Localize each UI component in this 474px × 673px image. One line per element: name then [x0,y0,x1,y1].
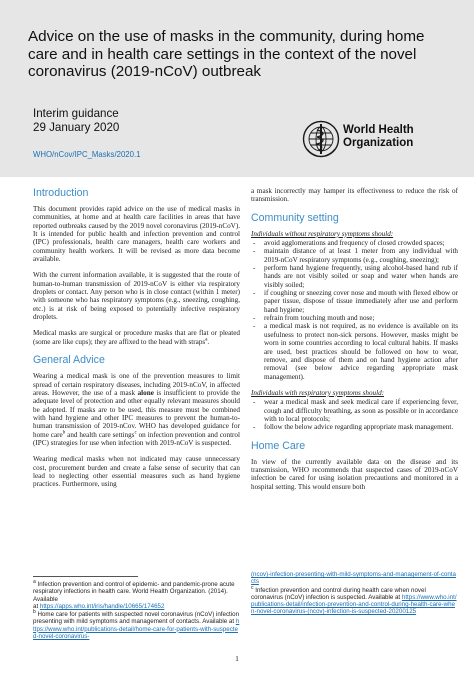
list-item: - perform hand hygiene frequently, using alcohol-based hand rub if hands are not visibly soiled or soap and water when hands are visibly soiled; [251,264,458,289]
general-advice-paragraph-1 [33,372,240,447]
document-title: Advice on the use of masks in the community, during home care and in health care settings in the context of the novel coronavirus (2019-nCoV) outbreak [28,28,425,80]
publication-date: 29 January 2020 [33,121,120,134]
home-care-heading: Home Care [251,439,306,452]
who-wordmark-line1: World Health [343,124,414,136]
footnote-ref-c: c [134,430,137,436]
footnote-ref-a: a [205,337,208,343]
who-wordmark [343,124,414,150]
title-banner [0,0,474,177]
introduction-paragraph-2: With the current information available, it is suggested that the route of human-to-human transmission of 2019-nCoV is either via respiratory droplets or contact. Any person who is in close contact (within 1 meter) with someone who has respiratory symptoms (e.g., sneezing, coughing, etc.) is at risk of being exposed to potentially infective respiratory droplets. [33,271,240,322]
guidance-label: Interim guidance [33,107,119,120]
community-setting-heading: Community setting [251,211,339,224]
document-reference: WHO/nCov/IPC_Masks/2020.1 [33,150,141,159]
footnote-divider [33,576,138,577]
general-advice-text-a: Wearing a medical mask is one of the prevention measures to limit spread of certain respiratory diseases, including 2019-nCoV, in affected areas. However, the use of a mask [33,372,240,397]
footnote-a-marker: a [33,578,36,585]
introduction-heading: Introduction [33,187,89,199]
introduction-paragraph-3-end: . [207,337,210,346]
general-advice-text-b: is insufficient to provide the adequate level of protection and other equally relevant measures should be adopted. If masks are to be used, this measure must be combined with hand hygiene and other IPC measures to prevent the human-to-human transmission of 2019-nCov. WHO has developed guidance for home care [33,388,240,439]
footnote-b-text: Home care for patients with suspected novel coronavirus (nCoV) infection presenting with mild symptoms and management of contacts. Available at [33,611,240,626]
footnote-b-continued [251,571,458,586]
list-item: - refrain from touching mouth and nose; [251,314,458,322]
footnote-ref-b: b [62,430,66,436]
general-advice-bold: alone [137,388,154,397]
list-item: - a medical mask is not required, as no evidence is available on its usefulness to protect non-sick persons. However, masks might be worn in some countries according to local cultural habits. If masks are used, best practices should be followed on how to wear, remove, and dispose of them and on hand hygiene action after removal (see below advice regarding appropriate mask management). [251,322,458,380]
no-symptoms-subheading: Individuals without respiratory symptoms should: [251,229,394,238]
home-care-paragraph: In view of the currently available data on the disease and its transmission, WHO recommends that suspected cases of 2019-nCoV infection be cared for using isolation precautions and monitored in a hospital setting. This would ensure both [251,457,458,491]
general-advice-text-d: on infection prevention and control (IPC) strategies for use when infection with 2019-nCoV is suspected. [33,430,240,447]
symptoms-list [251,398,458,431]
footnote-a-text: Infection prevention and control of epidemic- and pandemic-prone acute respiratory infections in health care. World Health Organization. (2014). Available [33,581,235,603]
introduction-paragraph-1: This document provides rapid advice on the use of medical masks in communities, at home and at health care facilities in areas that have reported outbreaks caused by the 2019 novel coronavirus (2019-nCoV). It is intended for public health and infection prevention and control (IPC) professionals, health care managers, health care workers and community health workers. It will be revised as more data become available. [33,205,240,264]
continued-paragraph: a mask incorrectly may hamper its effectiveness to reduce the risk of transmission. [251,187,458,204]
footnote-c-marker: c [251,584,254,591]
page-number: 1 [235,654,239,663]
footnote-a [33,578,240,610]
list-item: - maintain distance of at least 1 meter from any individual with 2019-nCoV respiratory symptoms (e.g., coughing, sneezing); [251,247,458,264]
footnotes-right [251,571,458,617]
footnote-a-prefix: at [33,602,40,610]
footnote-b [33,611,240,640]
left-column [33,187,240,497]
symptoms-subheading: Individuals with respiratory symptoms should: [251,388,385,397]
footnote-b-link-continued[interactable]: (ncov)-infection-presenting-with-mild-symptoms-and-management-of-contacts [251,571,456,586]
right-column [251,187,458,499]
guidance-block [33,107,119,135]
who-logo [301,119,471,159]
footnote-b-link[interactable]: https://www.who.int/publications-detail/home-care-for-patients-with-suspected-novel-coronavirus- [33,618,240,641]
footnote-c [251,584,458,616]
no-symptoms-list [251,239,458,381]
footnote-c-link[interactable]: https://www.who.int/publications-detail/infection-prevention-and-control-during-health-care-when-novel-coronavirus-(ncov)-infection-is-suspected-20200125 [251,593,457,616]
footnote-b-marker: b [33,609,36,616]
footnote-a-link[interactable]: https://apps.who.int/iris/handle/10665/174652 [39,602,165,610]
who-wordmark-line2: Organization [343,137,414,149]
general-advice-paragraph-2: Wearing medical masks when not indicated may cause unnecessary cost, procurement burden and create a false sense of security that can lead to neglecting other essential measures such as hand hygiene practices. Furthermore, using [33,455,240,489]
list-item: - avoid agglomerations and frequency of closed crowded spaces; [251,239,458,247]
introduction-paragraph-3-text: Medical masks are surgical or procedure masks that are flat or pleated (some are like cups); they are affixed to the head with straps [33,329,240,346]
list-item: - if coughing or sneezing cover nose and mouth with flexed elbow or paper tissue, dispose of tissue immediately after use and perform hand hygiene; [251,289,458,314]
introduction-paragraph-3 [33,329,240,346]
general-advice-text-c: and health care settings [65,430,135,439]
list-item: - follow the below advice regarding appropriate mask management. [251,423,458,431]
list-item: - wear a medical mask and seek medical care if experiencing fever, cough and difficulty breathing, as soon as possible or in accordance with to local protocols; [251,398,458,423]
footnote-c-text: Infection prevention and control during health care when novel coronavirus (nCoV) infection is suspected. Available at [251,586,426,601]
footnotes-left [33,576,240,641]
who-emblem-icon [301,119,341,159]
general-advice-heading: General Advice [33,354,105,367]
